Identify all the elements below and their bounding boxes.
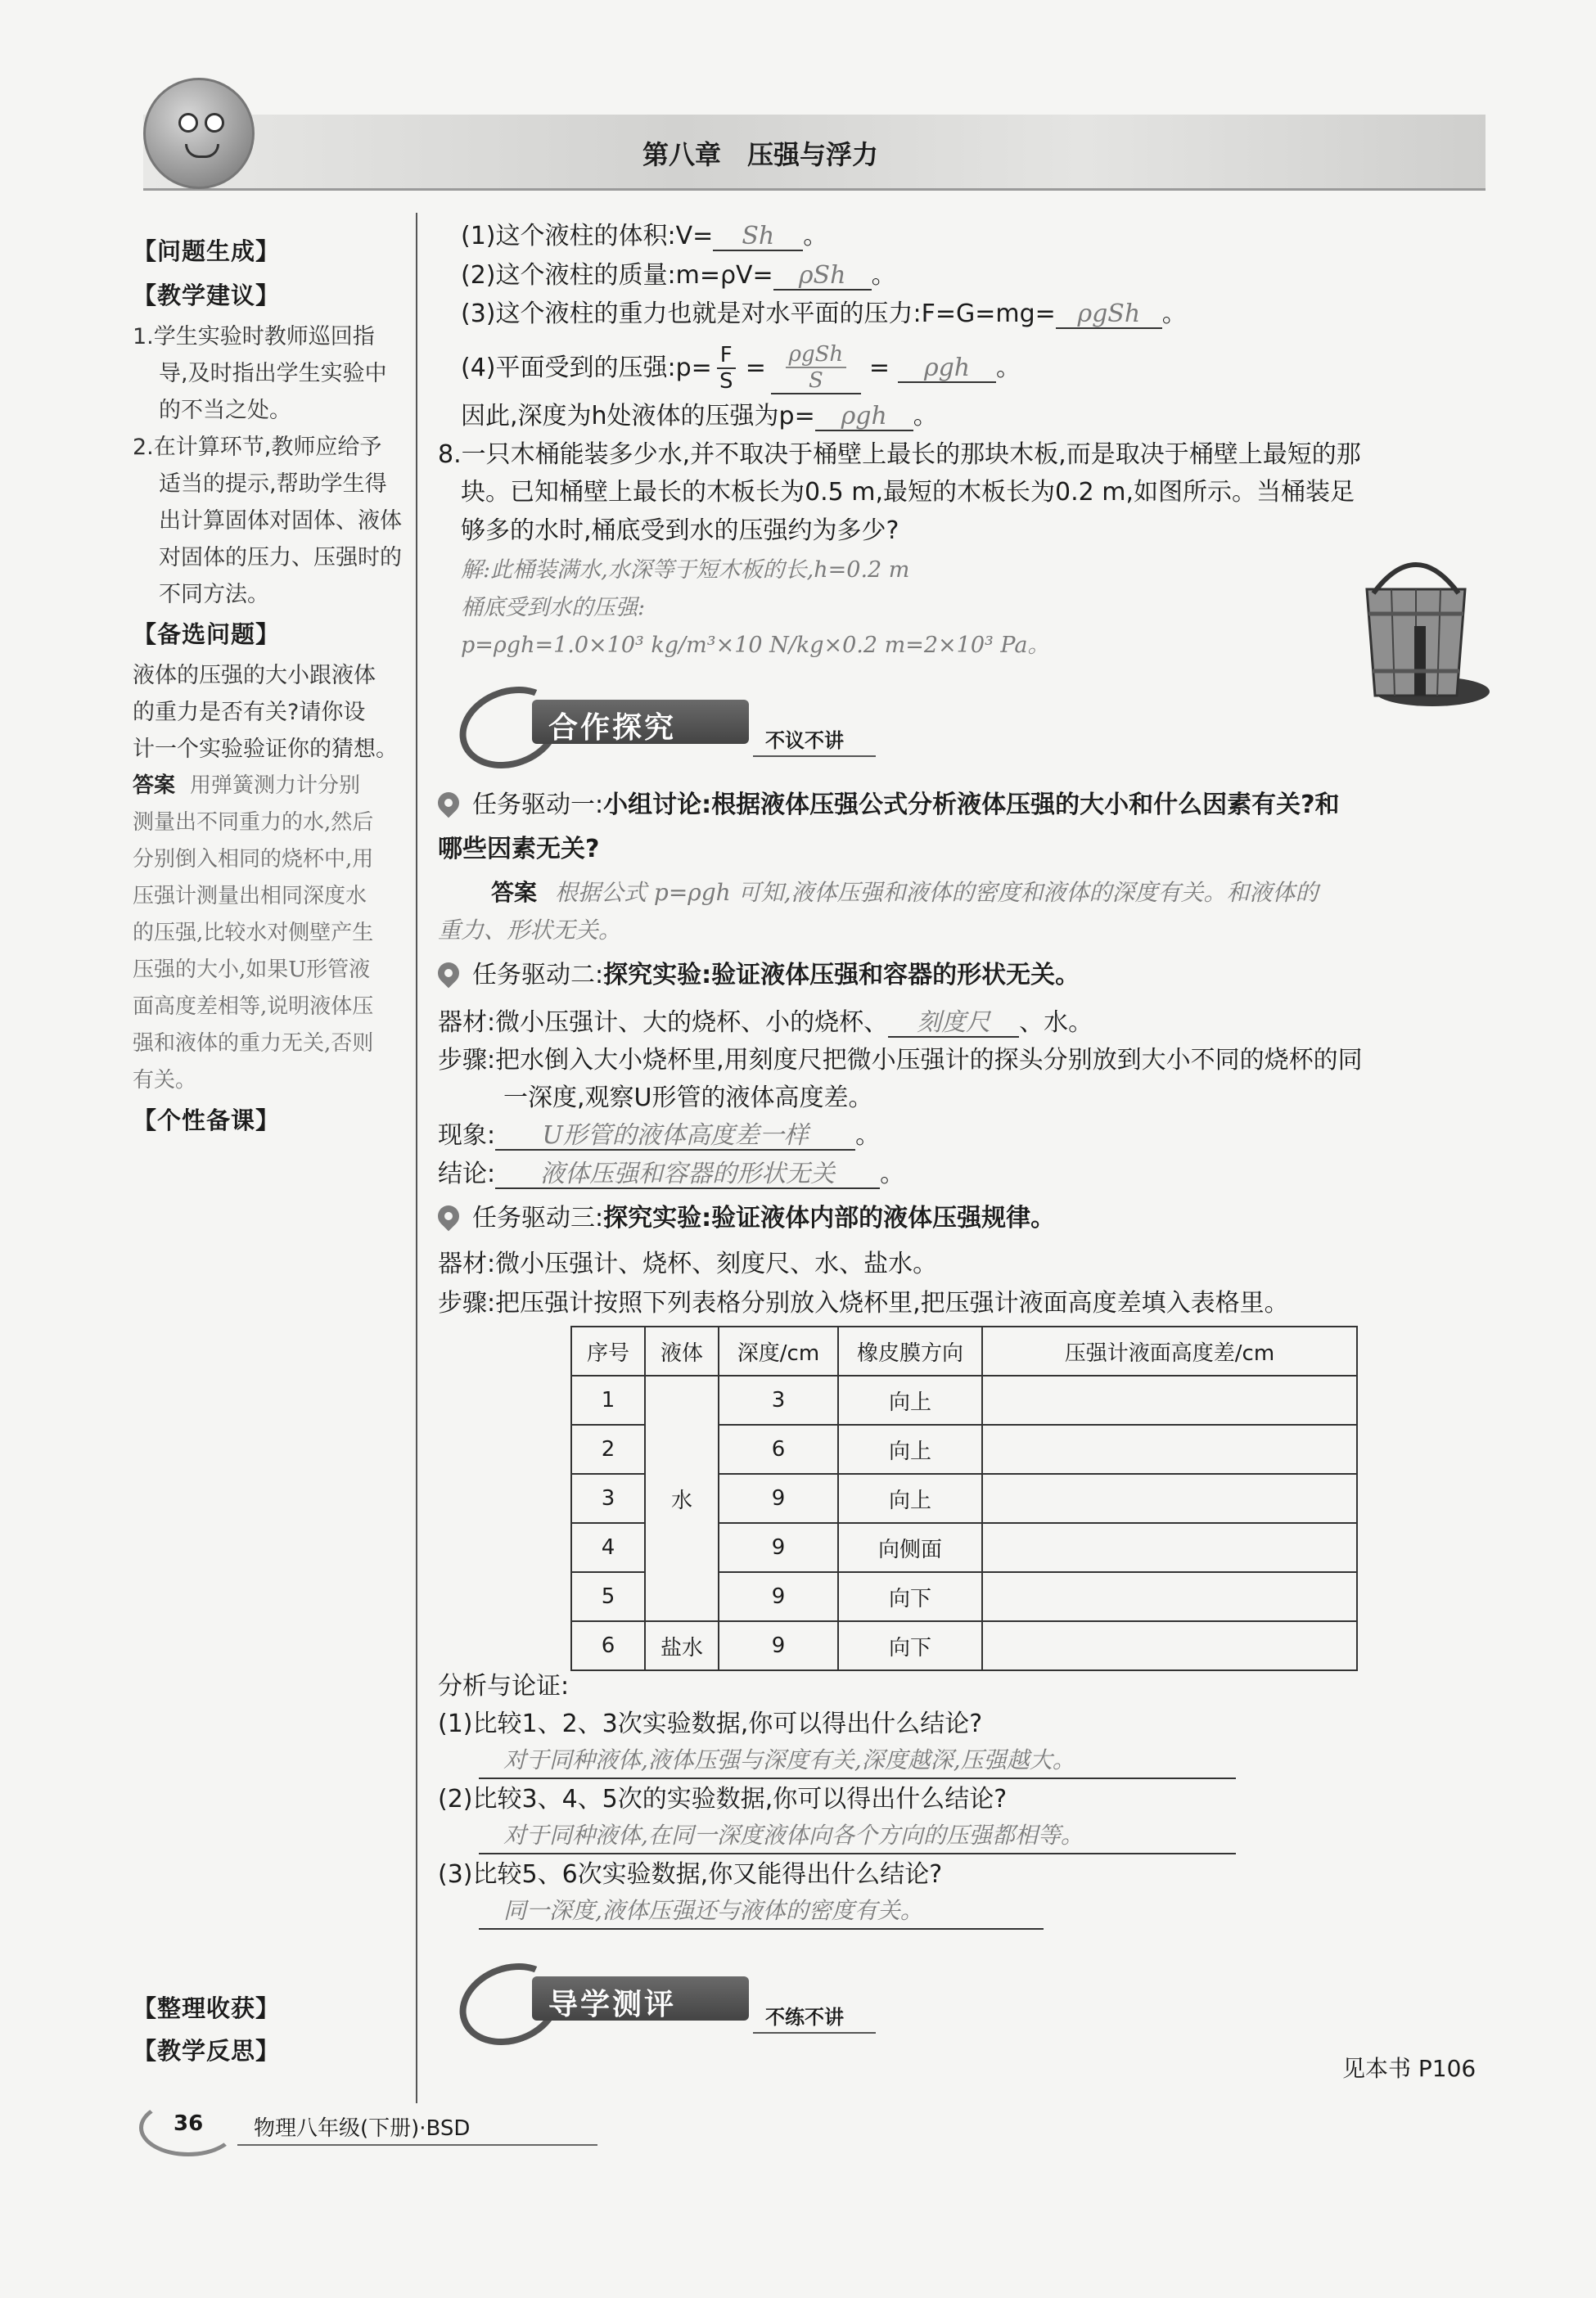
q8-solution-line: 解:此桶装满水,水深等于短木板的长,h=0.2 m	[461, 557, 910, 583]
q7-line-2: (2)这个液柱的质量:m=ρV= ρSh 。	[461, 261, 896, 290]
answer-blank: ρgh	[898, 354, 996, 383]
answer-blank: 刻度尺	[888, 1009, 1019, 1038]
task-3-equipment: 器材:微小压强计、烧杯、刻度尺、水、盐水。	[438, 1250, 938, 1278]
alt-question-line: 计一个实验验证你的猜想。	[133, 737, 398, 762]
q7-line-1: (1)这个液柱的体积:V= Sh 。	[461, 222, 828, 250]
heading-personal: 【个性备课】	[133, 1106, 281, 1134]
alt-question-line: 的重力是否有关?请你设	[133, 700, 366, 725]
task-1-answer: 答案 根据公式 p=ρgh 可知,液体压强和液体的密度和液体的深度有关。和液体的	[491, 879, 1319, 906]
answer-blank: U形管的液体高度差一样	[495, 1122, 855, 1151]
alt-answer-text: 用弹簧测力计分别	[190, 773, 361, 798]
task-2-title: 任务驱动二:探究实验:验证液体压强和容器的形状无关。	[438, 956, 1080, 995]
location-pin-icon	[434, 787, 464, 818]
advice-1-line: 1.学生实验时教师巡回指	[133, 324, 375, 349]
answer-blank: 液体压强和容器的形状无关	[495, 1160, 880, 1189]
heading-advice: 【教学建议】	[133, 282, 281, 309]
table-cell-height-blank[interactable]	[982, 1474, 1357, 1523]
answer-label: 答案	[133, 773, 176, 798]
banner-subtitle: 不练不讲	[765, 2006, 844, 2029]
analysis-answer: 对于同种液体,在同一深度液体向各个方向的压强都相等。	[479, 1818, 1236, 1854]
table-header-row	[571, 1327, 1357, 1376]
mascot-logo	[143, 78, 255, 189]
table-cell-no: 2	[571, 1425, 645, 1474]
table-header-cell: 深度/cm	[719, 1327, 838, 1376]
advice-2-line: 出计算固体对固体、液体	[159, 508, 402, 534]
q8-solution-line: 桶底受到水的压强:	[461, 595, 646, 620]
table-cell-height-blank[interactable]	[982, 1376, 1357, 1425]
analysis-question: (2)比较3、4、5次的实验数据,你可以得出什么结论?	[438, 1785, 1008, 1814]
answer-label: 答案	[491, 879, 538, 906]
q7-line-4: (4)平面受到的压强:p= $\frac{F}{S}$ = ρgSh S = ρgh 。	[461, 342, 1021, 394]
section-banner	[458, 683, 884, 757]
table-cell-no: 4	[571, 1523, 645, 1572]
location-pin-icon	[434, 958, 464, 988]
alt-answer-line: 的压强,比较水对侧壁产生	[133, 921, 374, 945]
table-cell-height-blank[interactable]	[982, 1621, 1357, 1670]
advice-2-line: 适当的提示,帮助学生得	[159, 471, 387, 497]
task-label: 任务驱动三:	[472, 1204, 604, 1232]
chapter-title: 第八章 压强与浮力	[642, 139, 879, 170]
table-cell-no: 6	[571, 1621, 645, 1670]
q7-line-3: (3)这个液柱的重力也就是对水平面的压力:F=G=mg= ρgSh 。	[461, 300, 1187, 328]
bucket-illustration	[1350, 548, 1490, 712]
table-cell-no: 1	[571, 1376, 645, 1425]
analysis-title: 分析与论证:	[438, 1672, 570, 1701]
analysis-answer: 对于同种液体,液体压强与深度有关,深度越深,压强越大。	[479, 1743, 1236, 1779]
fraction: $\frac{F}{S}$	[717, 343, 736, 394]
task-3-title: 任务驱动三:探究实验:验证液体内部的液体压强规律。	[438, 1199, 1055, 1238]
alt-answer-line: 分别倒入相同的烧杯中,用	[133, 847, 374, 872]
footer-rule	[237, 2144, 597, 2146]
analysis-answer: 同一深度,液体压强还与液体的密度有关。	[479, 1894, 1044, 1930]
short-plank	[1414, 626, 1426, 696]
table-cell-depth: 9	[719, 1621, 838, 1670]
table-cell-direction: 向下	[838, 1621, 982, 1670]
q8-solution-line: p=ρgh=1.0×10³ kg/m³×10 N/kg×0.2 m=2×10³ Pa。	[461, 633, 1050, 658]
table-header-cell: 序号	[571, 1327, 645, 1376]
advice-2-line: 不同方法。	[159, 582, 269, 607]
analysis-question: (1)比较1、2、3次实验数据,你可以得出什么结论?	[438, 1710, 983, 1738]
answer-fraction-blank: ρgSh S	[771, 342, 861, 394]
table-cell-depth: 3	[719, 1376, 838, 1425]
table-cell-no: 5	[571, 1572, 645, 1621]
alt-answer-line: 面高度差相等,说明液体压	[133, 994, 374, 1019]
heading-reflect: 【教学反思】	[133, 2037, 281, 2065]
alt-answer-line: 测量出不同重力的水,然后	[133, 810, 374, 835]
table-cell-no: 3	[571, 1474, 645, 1523]
sidebar-divider	[416, 213, 417, 2103]
banner-title: 导学测评	[548, 1988, 677, 2021]
alt-question-line: 液体的压强的大小跟液体	[133, 663, 376, 688]
table-cell-depth: 9	[719, 1523, 838, 1572]
task-2-step-cont: 一深度,观察U形管的液体高度差。	[503, 1084, 873, 1112]
task-2-step: 步骤:把水倒入大小烧杯里,用刻度尺把微小压强计的探头分别放到大小不同的烧杯的同	[438, 1046, 1363, 1075]
alt-answer-line: 有关。	[133, 1068, 197, 1093]
task-3-step: 步骤:把压强计按照下列表格分别放入烧杯里,把压强计液面高度差填入表格里。	[438, 1289, 1289, 1318]
alt-answer-line: 强和液体的重力无关,否则	[133, 1031, 374, 1056]
table-header-cell: 橡皮膜方向	[838, 1327, 982, 1376]
q7-line-5: 因此,深度为h处液体的压强为p= ρgh 。	[461, 402, 938, 430]
answer-blank: Sh	[713, 223, 803, 251]
table-cell-direction: 向上	[838, 1376, 982, 1425]
book-title: 物理八年级(下册)·BSD	[254, 2116, 471, 2141]
page-number: 36	[174, 2111, 204, 2136]
experiment-table	[570, 1326, 1358, 1671]
banner-subtitle: 不议不讲	[765, 729, 844, 752]
advice-1-line: 的不当之处。	[159, 398, 291, 423]
table-cell-depth: 9	[719, 1572, 838, 1621]
alt-answer-line: 压强计测量出相同深度水	[133, 884, 367, 908]
banner-underline	[753, 2032, 876, 2034]
q8-line: 8.一只木桶能装多少水,并不取决于桶壁上最长的那块木板,而是取决于桶壁上最短的那	[438, 440, 1361, 469]
sidebar	[133, 233, 415, 1136]
location-pin-icon	[434, 1201, 464, 1231]
heading-alternative: 【备选问题】	[133, 620, 281, 648]
table-row	[571, 1376, 1357, 1425]
table-cell-liquid-water: 水	[645, 1376, 719, 1621]
table-cell-depth: 6	[719, 1425, 838, 1474]
mascot-eye-icon	[205, 113, 224, 133]
answer-blank: ρSh	[773, 262, 872, 291]
analysis-question: (3)比较5、6次实验数据,你又能得出什么结论?	[438, 1860, 943, 1889]
answer-blank: ρgSh	[1056, 300, 1162, 329]
task-2-conclusion: 结论: 液体压强和容器的形状无关 。	[438, 1160, 905, 1188]
task-1-title: 任务驱动一:小组讨论:根据液体压强公式分析液体压强的大小和什么因素有关?和	[438, 786, 1340, 825]
advice-2-line: 对固体的压力、压强时的	[159, 545, 402, 570]
table-cell-direction: 向上	[838, 1425, 982, 1474]
banner-title: 合作探究	[548, 711, 677, 745]
heading-harvest: 【整理收获】	[133, 1994, 281, 2022]
task-1-title-cont: 哪些因素无关?	[438, 835, 600, 863]
table-cell-direction: 向上	[838, 1474, 982, 1523]
table-cell-direction: 向侧面	[838, 1523, 982, 1572]
table-cell-height-blank[interactable]	[982, 1523, 1357, 1572]
task-1-answer-cont: 重力、形状无关。	[438, 917, 622, 944]
q8-line: 块。已知桶壁上最长的木板长为0.5 m,最短的木板长为0.2 m,如图所示。当桶装足	[461, 478, 1355, 507]
q8-line: 够多的水时,桶底受到水的压强约为多少?	[461, 516, 899, 545]
table-header-cell: 压强计液面高度差/cm	[982, 1327, 1357, 1376]
section-banner	[458, 1960, 884, 2034]
table-header-cell: 液体	[645, 1327, 719, 1376]
alt-answer-first-line	[133, 768, 415, 804]
task-2-phenomenon: 现象: U形管的液体高度差一样 。	[438, 1121, 881, 1150]
table-cell-depth: 9	[719, 1474, 838, 1523]
heading-problem: 【问题生成】	[133, 237, 281, 265]
banner-underline	[753, 755, 876, 757]
advice-1-line: 导,及时指出学生实验中	[159, 361, 387, 386]
mascot-eye-icon	[178, 113, 198, 133]
answer-blank: ρgh	[815, 403, 913, 431]
task-2-equipment: 器材:微小压强计、大的烧杯、小的烧杯、 刻度尺 、水。	[438, 1008, 1093, 1037]
task-label: 任务驱动一:	[472, 791, 604, 819]
table-cell-height-blank[interactable]	[982, 1425, 1357, 1474]
advice-2-line: 2.在计算环节,教师应给予	[133, 435, 382, 460]
table-cell-liquid-salt: 盐水	[645, 1621, 719, 1670]
table-cell-height-blank[interactable]	[982, 1572, 1357, 1621]
table-cell-direction: 向下	[838, 1572, 982, 1621]
mascot-mouth-icon	[185, 144, 219, 158]
task-label: 任务驱动二:	[472, 961, 604, 989]
table-row	[571, 1621, 1357, 1670]
alt-answer-line: 压强的大小,如果U形管液	[133, 958, 371, 982]
reference-note: 见本书 P106	[1342, 2055, 1477, 2082]
